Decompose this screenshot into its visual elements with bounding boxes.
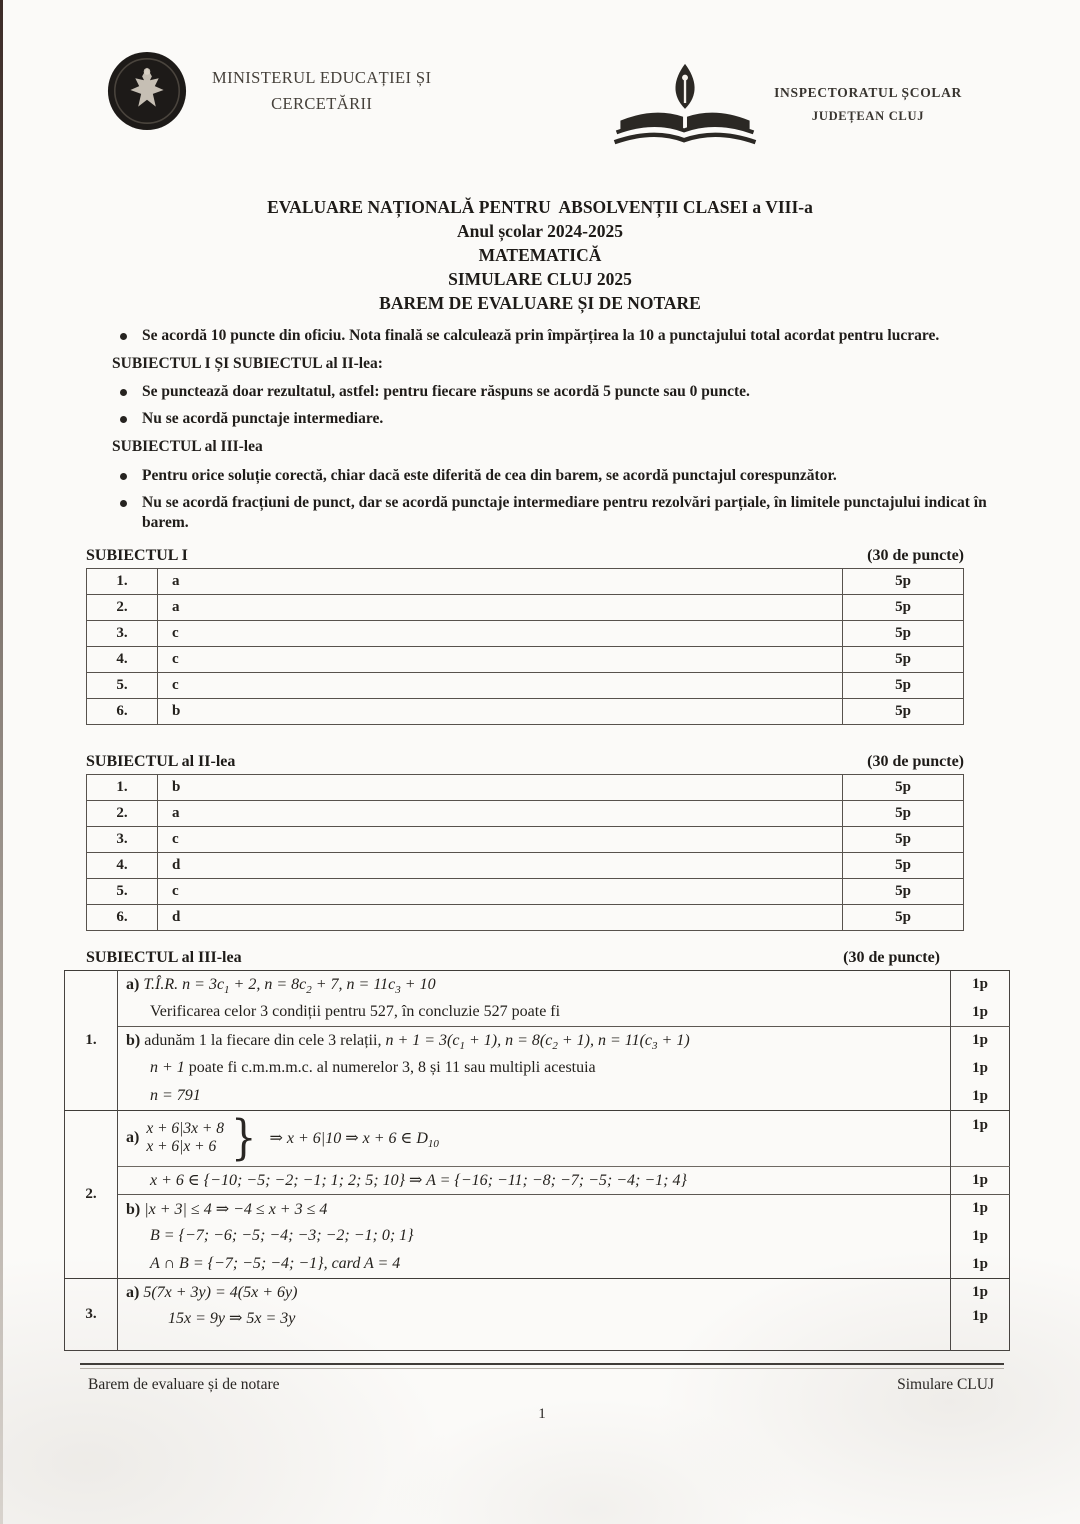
subject-3-header — [86, 949, 940, 967]
points-value: 1p — [951, 970, 1010, 998]
answer-letter: c — [158, 826, 843, 852]
table-row — [87, 620, 964, 646]
subject-1-answer-table — [86, 568, 964, 725]
question-number: 5. — [87, 878, 158, 904]
subject-2-points-label: (30 de puncte) — [867, 752, 964, 770]
system-of-conditions — [126, 1110, 942, 1167]
table-row — [87, 826, 964, 852]
points-value: 5p — [843, 698, 964, 724]
solution-row — [65, 1250, 1010, 1278]
instruction-text: Nu se acordă fracțiuni de punct, dar se acordă punctaje intermediare pentru rezolvări parțiale, în limitele punctajului indicat în barem. — [142, 493, 987, 531]
subject-1-heading: SUBIECTUL I — [86, 546, 188, 564]
exam-title: EVALUARE NAȚIONALĂ PENTRU ABSOLVENȚII CLASEI a VIII-a — [267, 197, 813, 217]
solution-row — [65, 970, 1010, 998]
answer-letter: d — [158, 852, 843, 878]
subject-1-section — [0, 547, 1080, 725]
question-number: 1. — [87, 774, 158, 800]
row-number: 1. — [65, 970, 118, 1110]
table-row — [87, 800, 964, 826]
solution-content: b) adunăm 1 la fiecare din cele 3 relații, $n + 1 = 3(c_1 + 1)$, $n = 8(c_2 + 1)$, $n = 11(c_3 + 1)$ — [118, 1026, 951, 1054]
subject-3-heading: SUBIECTUL al III-lea — [86, 948, 242, 966]
ministry-seal-icon — [106, 50, 188, 132]
subject-1-header — [86, 547, 964, 565]
question-number: 6. — [87, 904, 158, 930]
subject-1-points-label: (30 de puncte) — [867, 546, 964, 564]
solution-row — [65, 998, 1010, 1026]
ministry-name-line1: MINISTERUL EDUCAȚIEI ȘI — [212, 68, 432, 88]
points-value: 5p — [843, 826, 964, 852]
table-row — [87, 878, 964, 904]
solution-content: a) T.Î.R. $n = 3c_1 + 2$, $n = 8c_2 + 7$, $n = 11c_3 + 10$ — [118, 970, 951, 998]
inspectorate-name-line1: INSPECTORATUL ȘCOLAR — [774, 84, 962, 100]
solution-row — [65, 1054, 1010, 1082]
solution-row — [65, 1194, 1010, 1222]
answer-letter: b — [158, 774, 843, 800]
grading-instructions — [112, 326, 996, 533]
table-row — [87, 568, 964, 594]
table-row — [87, 774, 964, 800]
subject-2-heading: SUBIECTUL al II-lea — [86, 752, 236, 770]
solution-content: x + 6 ∈ {−10; −5; −2; −1; 1; 2; 5; 10} ⇒ A = {−16; −11; −8; −7; −5; −4; −1; 4} — [118, 1166, 951, 1194]
instruction-bullet-2 — [120, 382, 996, 402]
condition-top: x + 6|3x + 8 — [146, 1119, 225, 1137]
points-value: 1p — [951, 1026, 1010, 1054]
subject-2-section — [0, 753, 1080, 931]
subject-3-solution-table — [64, 970, 1010, 1351]
school-year: Anul școlar 2024-2025 — [457, 220, 623, 241]
instruction-text: Se punctează doar rezultatul, astfel: pentru fiecare răspuns se acordă 5 puncte sau 0 puncte. — [142, 383, 750, 401]
table-row — [87, 646, 964, 672]
answer-letter: c — [158, 878, 843, 904]
bullet-icon — [120, 389, 127, 396]
solution-content: b) |x + 3| ≤ 4 ⇒ −4 ≤ x + 3 ≤ 4 — [118, 1194, 951, 1222]
inspectorate-block — [612, 58, 962, 150]
question-number: 5. — [87, 672, 158, 698]
solution-row — [65, 1222, 1010, 1250]
row-number: 2. — [65, 1110, 118, 1278]
document-footer — [80, 1363, 1004, 1423]
question-number: 1. — [87, 568, 158, 594]
subject-3-section — [0, 949, 1080, 1351]
points-value: 1p — [951, 1222, 1010, 1250]
points-value: 5p — [843, 904, 964, 930]
question-number: 2. — [87, 594, 158, 620]
points-value: 5p — [843, 800, 964, 826]
solution-content: a) 5(7x + 3y) = 4(5x + 6y) — [118, 1278, 951, 1306]
solution-row — [65, 1110, 1010, 1166]
points-value: 1p — [951, 1306, 1010, 1350]
points-value: 1p — [951, 1110, 1010, 1166]
answer-letter: c — [158, 646, 843, 672]
bullet-icon — [120, 473, 127, 480]
ministry-block — [106, 50, 431, 132]
solution-row — [65, 1082, 1010, 1110]
answer-letter: d — [158, 904, 843, 930]
inspectorate-name — [774, 81, 962, 128]
footer-row — [80, 1376, 1004, 1394]
instruction-text: Pentru orice soluție corectă, chiar dacă este diferită de cea din barem, se acordă punctajul corespunzător. — [142, 466, 837, 484]
table-row — [87, 698, 964, 724]
solution-row — [65, 1278, 1010, 1306]
brace-conclusion: ⇒ x + 6|10 ⇒ x + 6 ∈ $D_{10}$ — [269, 1130, 439, 1151]
ministry-name — [212, 65, 431, 116]
instructions-subhead-1: SUBIECTUL I ȘI SUBIECTUL al II-lea: — [112, 354, 383, 372]
points-value: 1p — [951, 1278, 1010, 1306]
points-value: 1p — [951, 1082, 1010, 1110]
page-number: 1 — [538, 1405, 546, 1422]
inspectorate-name-line2: JUDEȚEAN CLUJ — [811, 108, 925, 123]
row-number: 3. — [65, 1278, 118, 1350]
subject-2-answer-table — [86, 774, 964, 931]
answer-letter: b — [158, 698, 843, 724]
bullet-icon — [120, 500, 127, 507]
solution-row — [65, 1166, 1010, 1194]
question-number: 3. — [87, 826, 158, 852]
solution-content — [118, 1110, 951, 1166]
points-value: 5p — [843, 852, 964, 878]
footer-left-text: Barem de evaluare și de notare — [88, 1375, 280, 1393]
instruction-text: Nu se acordă punctaje intermediare. — [142, 410, 384, 428]
instruction-bullet-5 — [120, 493, 996, 533]
question-number: 4. — [87, 852, 158, 878]
instruction-bullet-4 — [120, 466, 996, 486]
scan-edge-artifact — [0, 0, 3, 1524]
answer-letter: a — [158, 568, 843, 594]
points-value: 5p — [843, 672, 964, 698]
question-number: 2. — [87, 800, 158, 826]
stacked-conditions — [146, 1120, 224, 1157]
footer-right-text: Simulare CLUJ — [897, 1375, 994, 1393]
question-number: 6. — [87, 698, 158, 724]
points-value: 5p — [843, 878, 964, 904]
simulation-name: SIMULARE CLUJ 2025 — [448, 268, 632, 289]
points-value: 1p — [951, 1194, 1010, 1222]
instruction-bullet-1 — [120, 326, 996, 346]
instruction-text: Se acordă 10 puncte din oficiu. Nota finală se calculează prin împărțirea la 10 a punctajului total acordat pentru lucrare. — [142, 326, 940, 344]
solution-content: n + 1 poate fi c.m.m.m.c. al numerelor 3, 8 și 11 sau multipli acestuia — [150, 1059, 596, 1077]
bullet-icon — [120, 333, 127, 340]
ministry-name-line2: CERCETĂRII — [271, 94, 373, 113]
footer-divider — [80, 1363, 1004, 1369]
points-value: 1p — [951, 1054, 1010, 1082]
subject-name: MATEMATICĂ — [478, 244, 602, 265]
solution-content: Verificarea celor 3 condiții pentru 527, în concluzie 527 poate fi — [150, 1003, 561, 1021]
solution-content: 15x = 9y ⇒ 5x = 3y — [168, 1310, 296, 1328]
solution-row — [65, 1026, 1010, 1054]
book-pen-logo-icon — [612, 58, 760, 150]
answer-letter: c — [158, 672, 843, 698]
subitem-label: a) — [126, 1129, 140, 1147]
question-number: 4. — [87, 646, 158, 672]
table-row — [87, 594, 964, 620]
answer-letter: c — [158, 620, 843, 646]
solution-content: B = {−7; −6; −5; −4; −3; −2; −1; 0; 1} — [150, 1227, 414, 1245]
table-row — [87, 904, 964, 930]
points-value: 1p — [951, 998, 1010, 1026]
subject-2-header — [86, 753, 964, 771]
right-brace-icon: } — [231, 1110, 257, 1167]
document-type: BAREM DE EVALUARE ȘI DE NOTARE — [379, 292, 701, 313]
table-row — [87, 672, 964, 698]
title-block — [0, 196, 1080, 316]
table-row — [87, 852, 964, 878]
bullet-icon — [120, 416, 127, 423]
points-value: 5p — [843, 594, 964, 620]
solution-content: A ∩ B = {−7; −5; −4; −1}, card A = 4 — [150, 1255, 401, 1273]
document-header — [0, 0, 1080, 150]
points-value: 5p — [843, 646, 964, 672]
instructions-subhead-2: SUBIECTUL al III-lea — [112, 438, 263, 456]
question-number: 3. — [87, 620, 158, 646]
solution-row — [65, 1306, 1010, 1350]
points-value: 1p — [951, 1250, 1010, 1278]
points-value: 5p — [843, 568, 964, 594]
solution-content: n = 791 — [150, 1087, 201, 1105]
points-value: 5p — [843, 774, 964, 800]
answer-letter: a — [158, 594, 843, 620]
condition-bottom: x + 6|x + 6 — [146, 1138, 217, 1156]
points-value: 1p — [951, 1166, 1010, 1194]
answer-letter: a — [158, 800, 843, 826]
instruction-bullet-3 — [120, 409, 996, 429]
points-value: 5p — [843, 620, 964, 646]
subject-3-points-label: (30 de puncte) — [843, 948, 940, 966]
